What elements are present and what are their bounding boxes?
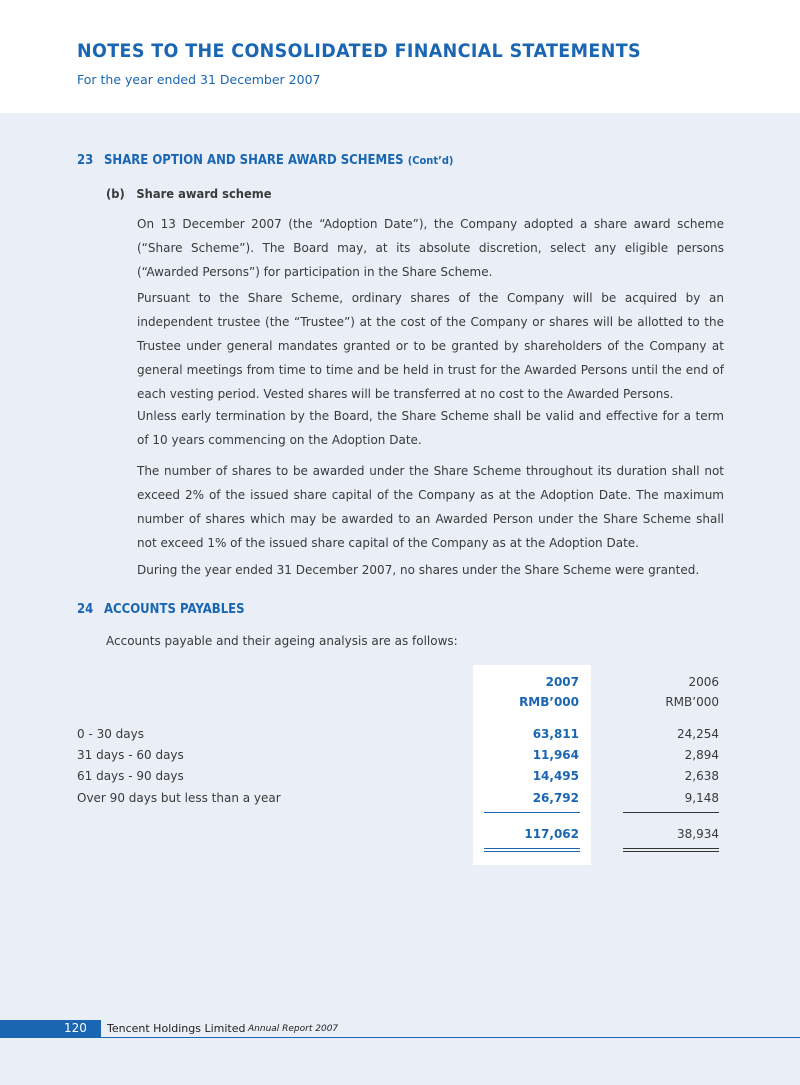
subsection-b-heading: [106, 186, 272, 201]
subtotal-rule-current: [484, 812, 580, 813]
section-23-heading: [77, 153, 453, 168]
page-title: NOTES TO THE CONSOLIDATED FINANCIAL STATEMENTS: [77, 40, 641, 62]
page-number: 120: [64, 1021, 87, 1035]
row-label: 0 - 30 days: [77, 727, 145, 741]
total-prior: 38,934: [677, 827, 719, 841]
total-current: 117,062: [524, 827, 579, 841]
section-24-heading: [77, 602, 245, 617]
section-number: 24: [77, 602, 94, 617]
section-number: 23: [77, 153, 94, 168]
value-current: 14,495: [532, 769, 579, 783]
value-prior: 2,638: [684, 769, 719, 783]
footer-rule: [0, 1037, 800, 1038]
column-header-prior-year: 2006: [688, 675, 719, 689]
paragraph-trustee: Pursuant to the Share Scheme, ordinary shares of the Company will be acquired by an independent trustee (the “Trustee”) at the cost of the Company or shares will be allotted to the Trustee under general mandates granted or to be granted by shareholders of the Company at general meetings from time to time and be held in trust for the Awarded Persons until the end of each vesting period. Vested shares will be transferred at no cost to the Awarded Persons.: [137, 291, 724, 401]
paragraph-term: Unless early termination by the Board, the Share Scheme shall be valid and effective for a term of 10 years commencing on the Adoption Date.: [137, 409, 724, 447]
total-double-rule-current-bottom: [484, 851, 580, 852]
total-double-rule-current-top: [484, 848, 580, 849]
page-subtitle: For the year ended 31 December 2007: [77, 72, 321, 87]
section-cont-note: (Cont’d): [407, 154, 454, 167]
footer-report-name: Annual Report 2007: [248, 1024, 339, 1034]
row-label: 61 days - 90 days: [77, 769, 184, 783]
subsection-title: Share award scheme: [136, 186, 272, 201]
total-double-rule-prior-bottom: [623, 851, 719, 852]
value-prior: 9,148: [684, 791, 719, 805]
value-prior: 2,894: [684, 748, 719, 762]
page-header: [0, 0, 800, 113]
value-current: 26,792: [532, 791, 579, 805]
value-current: 63,811: [532, 727, 579, 741]
subtotal-rule-prior: [623, 812, 719, 813]
section-title: SHARE OPTION AND SHARE AWARD SCHEMES: [104, 153, 404, 168]
paragraph-granted: During the year ended 31 December 2007, no shares under the Share Scheme were granted.: [137, 563, 700, 577]
paragraph-adoption: On 13 December 2007 (the “Adoption Date”), the Company adopted a share award scheme (“Share Scheme”). The Board may, at its absolute discretion, select any eligible persons (“Awarded Persons”) for participation in the Share Scheme.: [137, 217, 724, 279]
footer-company-name: Tencent Holdings Limited: [107, 1022, 246, 1035]
row-label: Over 90 days but less than a year: [77, 791, 281, 805]
column-unit-prior: RMB’000: [665, 695, 719, 709]
value-current: 11,964: [532, 748, 579, 762]
row-label: 31 days - 60 days: [77, 748, 184, 762]
subsection-letter: (b): [106, 186, 125, 201]
paragraph-limits: The number of shares to be awarded under the Share Scheme throughout its duration shall not exceed 2% of the issued share capital of the Company as at the Adoption Date. The maximum number of shares which may be awarded to an Awarded Person under the Share Scheme shall not exceed 1% of the issued share capital of the Company as at the Adoption Date.: [137, 464, 724, 550]
section-title: ACCOUNTS PAYABLES: [104, 602, 245, 617]
column-unit-current: RMB’000: [519, 695, 579, 709]
table-intro: Accounts payable and their ageing analysis are as follows:: [106, 634, 458, 648]
column-header-current-year: 2007: [545, 675, 579, 689]
value-prior: 24,254: [677, 727, 719, 741]
total-double-rule-prior-top: [623, 848, 719, 849]
